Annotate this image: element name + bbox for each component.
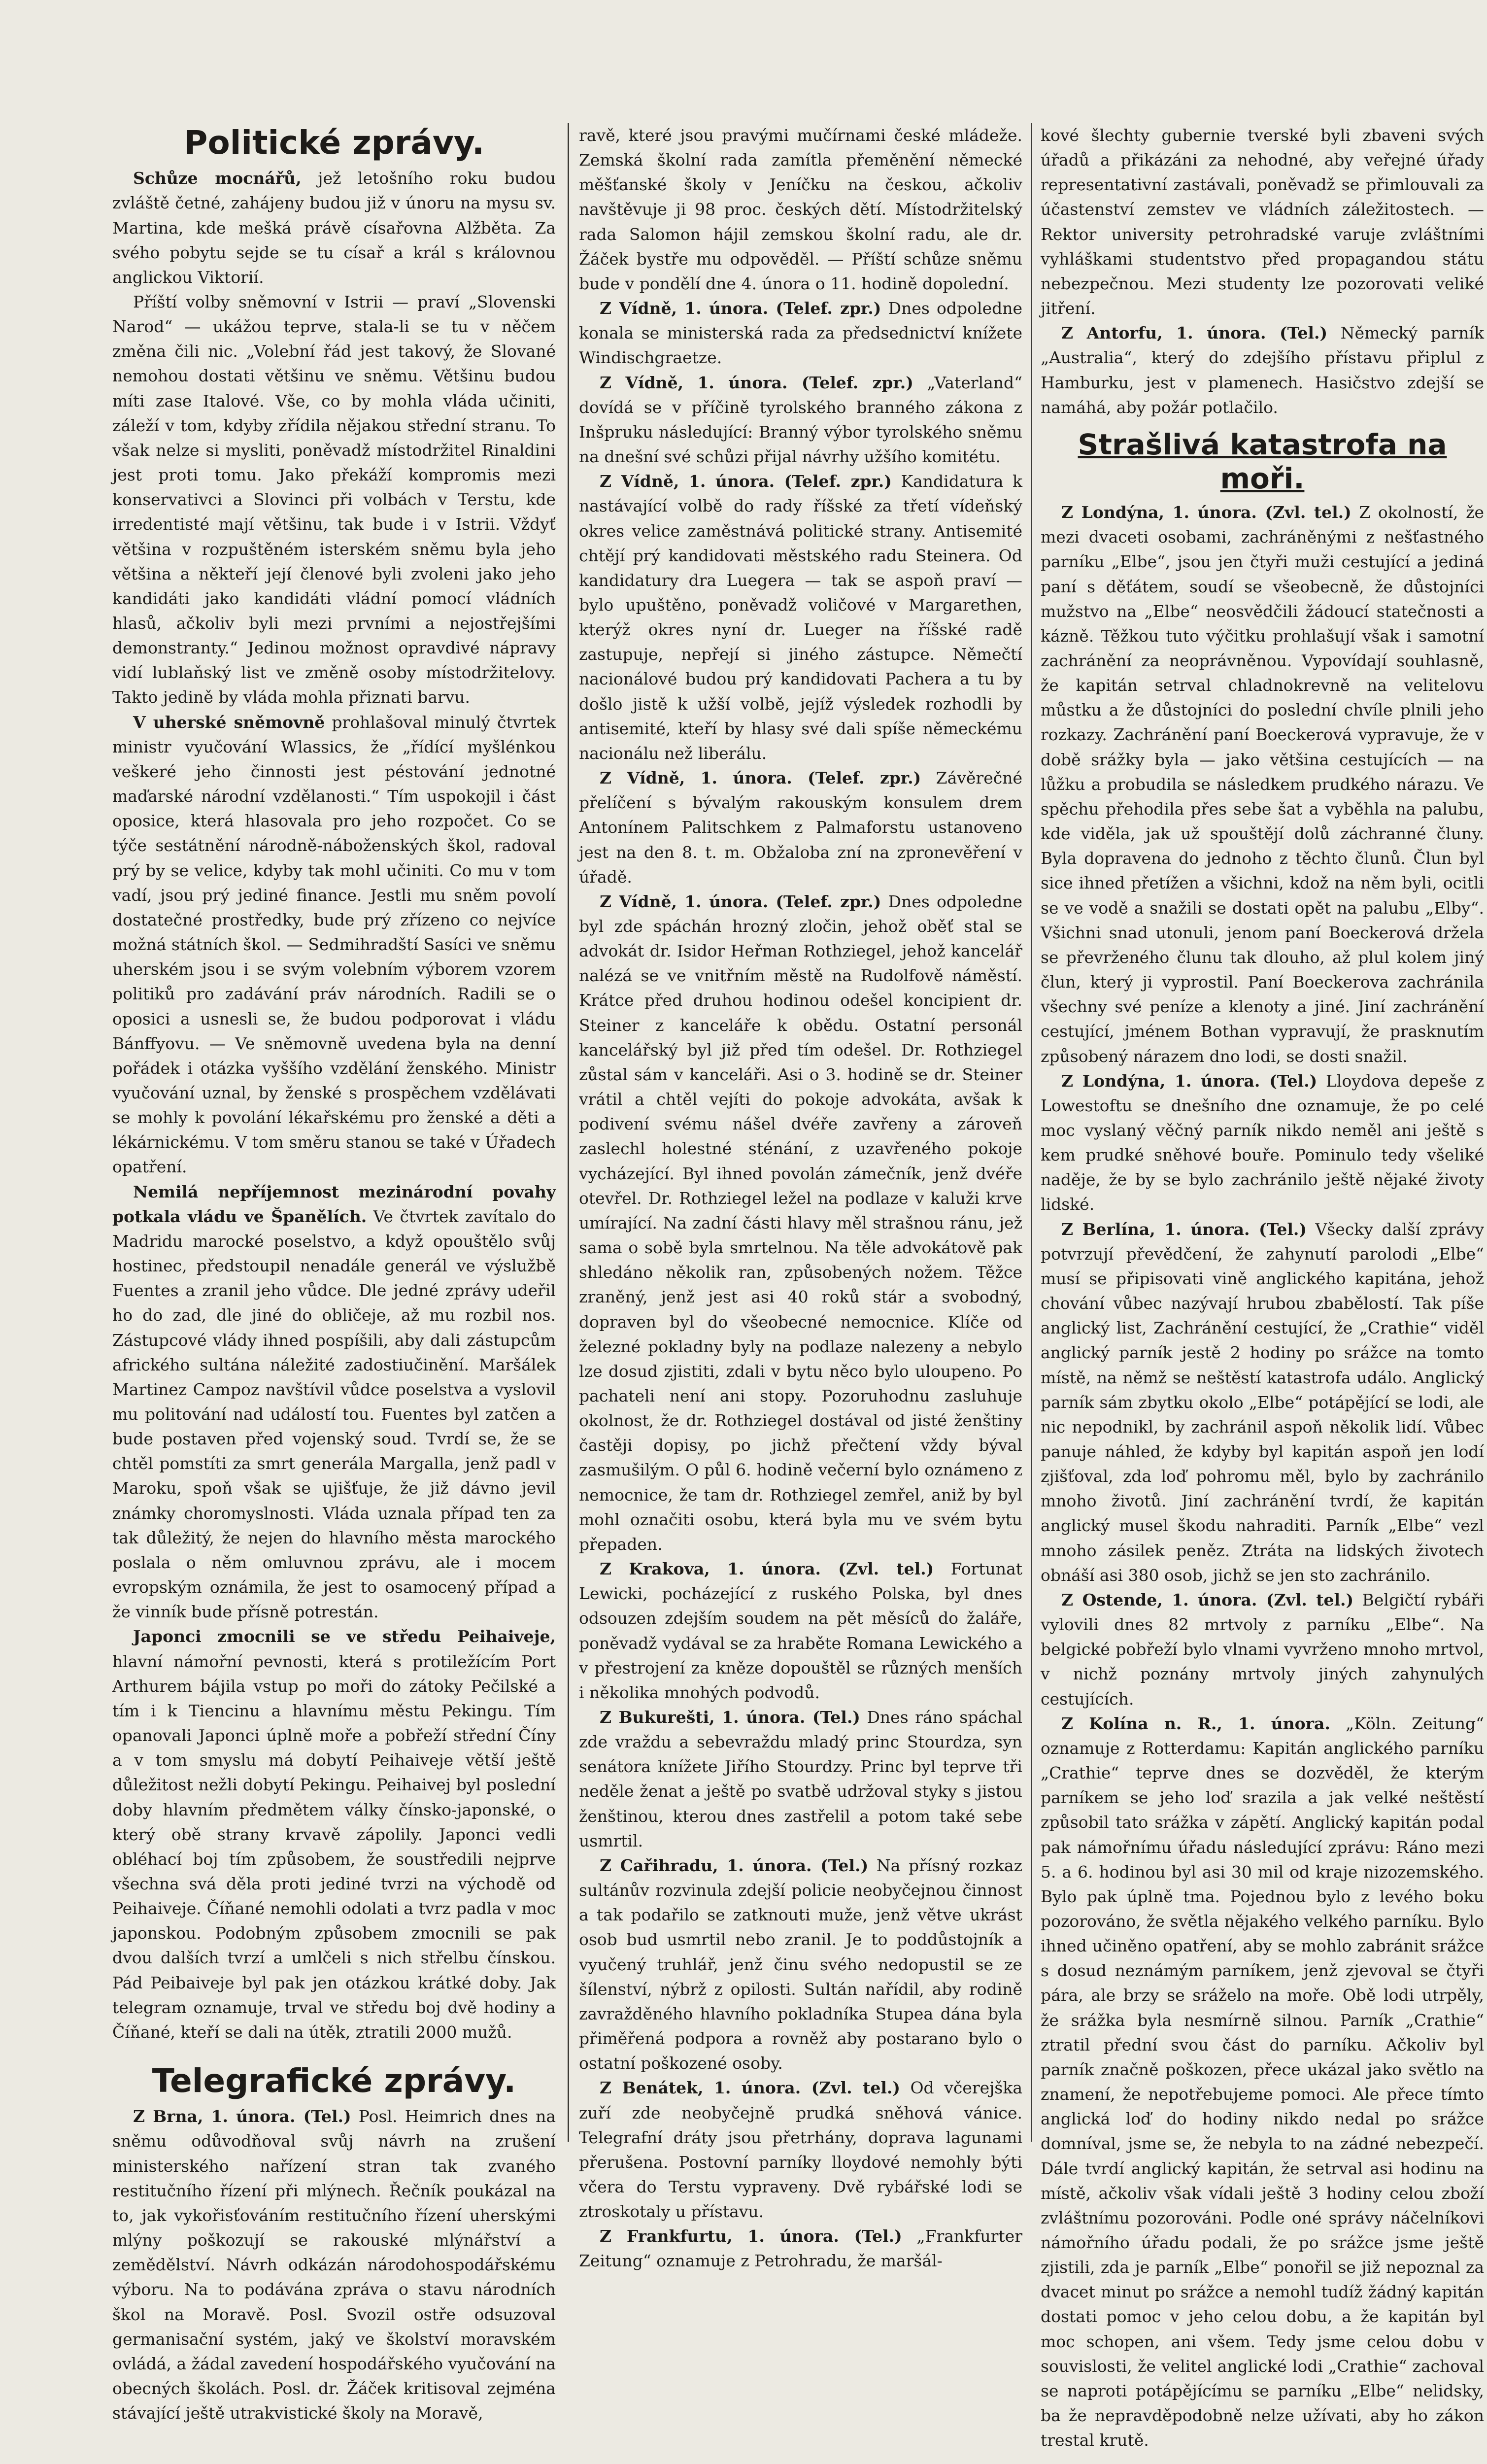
- article-paragraph: [1041, 500, 1484, 1069]
- article-dateline: Z Vídně, 1. února. (Telef. zpr.): [600, 472, 892, 491]
- article-paragraph: [579, 890, 1022, 1557]
- article-paragraph: [112, 710, 556, 1180]
- article-dateline: Z Vídně, 1. února. (Telef. zpr.): [600, 768, 921, 788]
- article-paragraph: [1041, 1711, 1484, 2453]
- article-paragraph: [1041, 1588, 1484, 1711]
- article-lead: Schůze mocnářů,: [133, 169, 302, 188]
- article-text: Na přísný rozkaz sultánův rozvinula zdejší policie neobyčejnou činnost a tak podařilo se zatknouti muže, jenž větve ukrást osob bud usmrtil nebo zranil. Je to poddůstojník a vyučený truhlář, jenž činu svého nedopustil se ze šílenství, nýbrž z opilosti. Sultán nařídil, aby rodině zavražděného hlavního pokladníka Stupea dána byla přiměřená podpora a rovněž aby postarano bylo o ostatní poškozené osoby.: [579, 1855, 1022, 2073]
- article-lead: Nemilá nepříjemnost mezinárodní povahy potkala vládu ve Španělích.: [112, 1182, 556, 1226]
- article-paragraph: [579, 469, 1022, 766]
- article-text: Závěrečné přelíčení s bývalým rakouským konsulem drem Antonínem Palitschkem z Palmaforstu ustanoveno jest na den 8. t. m. Obžaloba zní na zpronevěření v úřadě.: [579, 768, 1022, 887]
- section-heading-sea-catastrophe: Strašlivá katastrofa na moři.: [1078, 427, 1447, 496]
- article-paragraph: [1041, 123, 1484, 321]
- article-paragraph: [1041, 1069, 1484, 1217]
- article-paragraph: [579, 2076, 1022, 2224]
- article-paragraph: [112, 1180, 556, 1625]
- article-text: „Frankfurter Zeitung“ oznamuje z Petrohradu, že maršál-: [579, 2226, 1022, 2271]
- article-text: Fortunat Lewicki, pocházející z ruského Polska, byl dnes odsouzen zdejším soudem na pět měsíců do žaláře, poněvadž vydával se za hraběte Romana Lewického a v přestrojení za kněze dopouštěl se různých menších i několika mnohých podvodů.: [579, 1559, 1023, 1702]
- article-paragraph: [579, 1557, 1022, 1705]
- article-dateline: Z Benátek, 1. února. (Zvl. tel.): [600, 2078, 900, 2098]
- article-text: Belgičtí rybáři vylovili dnes 82 mrtvoly z parníku „Elbe“. Na belgické pobřeží bylo vlnami vyvrženo mnoho mrtvol, v nichž poznány mrtvoly jiných zahynulých cestujících.: [1041, 1590, 1484, 1709]
- section-heading-political-news: Politické zprávy.: [184, 124, 484, 162]
- article-dateline: Z Bukurešti, 1. února. (Tel.): [600, 1708, 860, 1727]
- article-dateline: Z Antorfu, 1. února. (Tel.): [1061, 323, 1328, 343]
- article-dateline: Z Berlína, 1. února. (Tel.): [1061, 1219, 1307, 1239]
- article-paragraph: [579, 1853, 1022, 2076]
- article-paragraph: [579, 2224, 1022, 2273]
- article-paragraph: [579, 371, 1022, 470]
- article-dateline: Z Ostende, 1. února. (Zvl. tel.): [1061, 1590, 1354, 1609]
- article-text: hlavní námořní pevnosti, která s protiležícím Port Arthurem bájila vstup po moři do zátoky Pečilské a tím i k Tiencinu a hlavnímu městu Pekingu. Tím opanovali Japonci úplně moře a pobřeží střední Číny a v tom smyslu má dobytí Peihaiveje větší ještě důležitost nežli dobytí Pekingu. Peihaivej byl poslední doby hlavním předmětem války čínsko-japonské, o který obě strany krvavě zápolily. Japonci vedli obléhací boj tím způsobem, že soustředili nejprve všechna svá děla proti jediné tvrzi na východě od Peihaiveje. Číňané nemohli odolati a tvrz padla v moc japonskou. Podobným způsobem zmocnili se pak dvou dalších tvrzí a umlčeli s nich střelbu čínskou. Pád Peibaiveje byl pak jen otázkou krátké doby. Jak telegram oznamuje, trval ve středu boj dvě hodiny a Číňané, kteří se dali na útěk, ztratili 2000 mužů.: [112, 1651, 556, 2042]
- article-text: Od včerejška zuří zde neobyčejně prudká sněhová vánice. Telegrafní dráty jsou přetrhány, doprava lagunami přerušena. Postovní parníky lloydové nemohly býti včera do Terstu vypraveny. Dvě rybářské lodi se ztroskotaly u přístavu.: [579, 2078, 1022, 2222]
- article-text: jež letošního roku budou zvláště četné, zahájeny budou již v únoru na mysu sv. Martina, kde mešká právě císařovna Alžběta. Za svého pobytu sejde se tu císař a král s královnou anglickou Viktorií.: [112, 169, 556, 287]
- article-text: Všecky další zprávy potvrzují převědčení, že zahynutí parolodi „Elbe“ musí se připisovati vině anglického kapitána, jehož chování vůbec nazývají hrubou zbabělostí. Tak píše anglický list, Zachránění cestující, že „Crathie“ viděl anglický parník jestě 2 hodiny po srážce na tomto místě, na němž se neštěstí katastrofa událo. Anglický parník sám zbytku okolo „Elbe“ potápějící se lodi, ale nic nepodnikl, by zachránil aspoň několik lidí. Vůbec panuje náhled, že kdyby byl kapitán aspoň jen lodí zjišťoval, zda loď pohromu měl, bylo by zachránilo mnoho životů. Jiní zachránění tvrdí, že kapitán anglický musel škodu nahraditi. Parník „Elbe“ vezl mnoho zásilek peněz. Ztráta na lidských životech obnáší asi 380 osob, jichž se jen sto zachránilo.: [1041, 1219, 1484, 1585]
- article-text: Dnes ráno spáchal zde vraždu a sebevraždu mladý princ Stourdza, syn senátora knížete Jiřího Stourdzy. Princ byl teprve tři neděle ženat a ještě po svatbě udržoval styky s jistou ženštinou, kterou dnes zastřelil a potom také sebe usmrtil.: [579, 1708, 1022, 1850]
- article-text: Kandidatura k nastávající volbě do rady říšské za třetí vídeňský okres velice zaměstnává politické strany. Antisemité chtějí prý kandidovati městského radu Steinera. Od kandidatury dra Luegera — tak se aspoň praví — bylo upuštěno, poněvadž voličové v Margarethen, kterýž okres nyní dr. Lueger na říšské radě zastupuje, nepřejí si jiného zástupce. Němečtí nacionálové budou prý kandidovati Pachera a tu by došlo jistě k užší volbě, jejíž výsledek rozhodli by antisemité, kteří by hlasy své dali spíše německému nacionálu než liberálu.: [579, 472, 1022, 763]
- article-paragraph: [579, 766, 1022, 890]
- article-text: Německý parník „Australia“, který do zdejšího přístavu připlul z Hamburku, jest v plamenech. Hasičstvo zdejší se namáhá, aby požár potlačilo.: [1041, 323, 1484, 417]
- article-text: prohlašoval minulý čtvrtek ministr vyučování Wlassics, že „řídící myšlénkou veškeré jeho činnosti jest péstování jednotné maďarské národní vzdělanosti.“ Tím uspokojil i část oposice, která hlasovala pro jeho rozpočet. Co se týče sestátnění národně-náboženských škol, radoval prý by se velice, kdyby tak mohl učiniti. Co mu v tom vadí, jsou prý jediné finance. Jestli mu sněm povolí dostatečné prostředky, bude prý zřízeno co nejvíce možná státních škol. — Sedmihradští Sasíci ve sněmu uherském jsou i se svým volebním výborem vzorem politiků pro zadávání práv národních. Radili se o oposici a usnesli se, že budou podporovat i vládu Bánffyovu. — Ve sněmovně uvedena byla na denní pořádek i otázka vyššího vzdělání ženského. Ministr vyučování uznal, by ženské s prospěchem vzdělávati se mohly k povolání lékařskému pro ženské a děti a lékárnickému. V tom směru stanou se také v Úřadech opatření.: [112, 712, 556, 1177]
- article-paragraph: [112, 2104, 556, 2426]
- article-text: kové šlechty gubernie tverské byli zbaveni svých úřadů a přikázáni za nehodné, aby veřejné úřady representativní zastávali, poněvadž se přimlouvali za účastenství zemstev ve vládních záležitostech. — Rektor university petrohradské varuje zvláštními vyhláškami studentstvo před propagandou státu nebezpečnou. Mezi studenty lze pozorovati veliké jitření.: [1041, 126, 1484, 318]
- article-lead: Japonci zmocnili se ve středu Peihaiveje,: [133, 1627, 556, 1646]
- article-text: Posl. Heimrich dnes na sněmu odůvodňoval svůj návrh na zrušení ministerského nařízení stran tak zvaného restitučního řízení při mlýnech. Řečník poukázal na to, jak vykořisťováním restitučního řízení uherskými mlýny poškozují se rakouské mlýnářství a zemědělství. Návrh odkázán národohospodářskému výboru. Na to podávána zpráva o stavu národních škol na Moravě. Posl. Svozil ostře odsuzoval germanisační systém, jaký ve školství moravském ovládá, a žádal zavedení hospodářského vyučování na obecných školách. Posl. dr. Žáček kritisoval zejména stávající ještě utrakvistické školy na Moravě,: [112, 2107, 556, 2423]
- article-dateline: Z Kolína n. R., 1. února.: [1061, 1713, 1330, 1733]
- article-dateline: Z Brna, 1. února. (Tel.): [133, 2107, 351, 2126]
- article-text: Dnes odpoledne byl zde spáchán hrozný zločin, jehož oběť stal se advokát dr. Isidor Heřman Rothziegel, jehož kancelář nalézá se ve vnitřním městě na Rudolfově náměstí. Krátce před druhou hodinou odešel koncipient dr. Steiner z kanceláře k obědu. Ostatní personál kancelářský byl již před tím odešel. Dr. Rothziegel zůstal sám v kanceláři. Asi o 3. hodině se dr. Steiner vrátil a chtěl vejíti do pokoje advokáta, avšak k podivení svému nášel dvéře zavřeny a zároveň zaslechl holestné sténání, z uzavřeného pokoje vycházející. Byl ihned povolán zámečník, jenž dvéře otevřel. Dr. Rothziegel ležel na podlaze v kaluži krve umírající. Na zadní části hlavy měl strašnou ránu, jež sama o sobě byla smrtelnou. Na těle advokátově pak shledáno několik ran, způsobených nožem. Těžce zraněný, jenž jest asi 40 roků stár a svobodný, dopraven byl do všeobecné nemocnice. Klíče od železné pokladny byly na podlaze nalezeny a nebylo lze dosud zjistiti, zdali v bytu něco bylo uloupeno. Po pachateli není ani stopy. Pozoruhodnu zasluhuje okolnost, že dr. Rothziegel dostával od jisté ženštiny častěji dopisy, po jichž přečtení vždy býval zasmušilým. O půl 6. hodině večerní bylo oznámeno z nemocnice, že tam dr. Rothziegel zemřel, aniž by byl mohl označiti osobu, která byla mu ve svém bytu přepaden.: [579, 891, 1023, 1554]
- article-text: „Köln. Zeitung“ oznamuje z Rotterdamu: Kapitán anglického parníku „Crathie“ teprve dnes se dozvěděl, že kterým parníkem se jeho loď srazila a jak velké neštěstí způsobil tato srážka v zápětí. Anglický kapitán podal pak námořnímu úřadu následující zprávu: Ráno mezi 5. a 6. hodinou byl asi 30 mil od kraje nizozemského. Bylo pak úplně tma. Pojednou bylo z levého boku pozorováno, že světla nějakého velkého parníku. Bylo ihned učiněno opatření, aby se mohlo zabránit srážce s dosud neznámým parníkem, jenž zjevoval se čtyři pára, ale brzy se sráželo na moře. Obě lodi utrpěly, že srážka byla nesmírně silnou. Parník „Crathie“ ztratil přední svou část do parníku. Ačkoliv byl parník značně poškozen, přece ukázal jako světlo na znamení, že nepotřebujeme pomoci. Ale přece tímto anglická loď do hodiny nikdo nedal po srážce domníval, jsme se, že nebyla to na zádné nebezpečí. Dále tvrdí anglický kapitán, že setrval asi hodinu na místě, ačkoliv však vídali ještě 3 hodiny celou zboží zvláštnímu pozorováni. Podle oné správy náčelníkovi námořního úřadu podali, že po srážce jsme ještě zjistili, zda je parník „Elbe“ ponořil se již nepoznal za dvacet minut po srážce a nemohl tudíž žádný kapitán dostati pomoc v jeho celou dobu, a že kapitán byl moc schopen, ani všem. Tedy jsme celou dobu v souvislosti, že velitel anglické lodi „Crathie“ zachoval se naproti potápějícímu se parníku „Elbe“ nelidsky, ba že nepravděpodobně nelze užívati, aby ho zákon trestal krutě.: [1041, 1713, 1484, 2450]
- article-dateline: Z Londýna, 1. února. (Zvl. tel.): [1061, 503, 1352, 522]
- article-paragraph: [579, 296, 1022, 370]
- article-paragraph: [1041, 1217, 1484, 1588]
- article-dateline: Z Vídně, 1. února. (Telef. zpr.): [600, 373, 913, 392]
- article-text: Ve čtvrtek zavítalo do Madridu marocké poselstvo, a když opouštělo svůj hostinec, předstoupil nenadále generál ve výslužbě Fuentes a zranil jeho vůdce. Dle jedné zprávy udeřil ho do zad, dle jiné do obličeje, až mu rozbil nos. Zástupcové vlády ihned pospíšili, aby dali zástupcům afrického sultána náležité zadostiučinění. Maršálek Martinez Campoz navštívil vůdce poselstva a vyslovil mu politování nad událostí tou. Fuentes byl zatčen a bude postaven před vojenský soud. Tvrdí se, že se chtěl pomstíti za smrt generála Margalla, jenž padl v Maroku, spoň však se ujišťuje, že již dávno jevil známky choromyslnosti. Vláda uznala případ ten za tak důležitý, že nejen do hlavního města marockého poslala o něm omluvnou zprávu, ale i mocem evropským oznámila, že jest to osamocený případ a že vinník bude přísně potrestán.: [112, 1206, 556, 1622]
- article-dateline: Z Krakova, 1. února. (Zvl. tel.): [600, 1559, 934, 1579]
- article-text: Lloydova depeše z Lowestoftu se dnešního dne oznamuje, že po celé moc vyslaný věčný parník nikdo neměl ani ještě s kem prudké sněhové bouře. Pominulo tedy všeliké naděje, že by se bylo zachránilo ještě nějaké životy lidské.: [1041, 1071, 1484, 1214]
- article-dateline: Z Vídně, 1. února. (Telef. zpr.): [600, 891, 881, 911]
- article-paragraph: [1041, 321, 1484, 420]
- article-paragraph: [579, 123, 1022, 296]
- column-2: [579, 123, 1023, 2271]
- column-3: [1041, 123, 1484, 2450]
- article-text: „Vaterland“ dovídá se v příčině tyrolského branného zákona z Inšpruku následující: Branný výbor tyrolského sněmu na dnešní své schůzi přijal návrhy užšího komitétu.: [579, 373, 1022, 467]
- article-text: Dnes odpoledne konala se ministerská rada za předsednictví knížete Windischgraetze.: [579, 299, 1023, 368]
- column-1: [112, 123, 556, 2423]
- article-lead: V uherské sněmovně: [133, 712, 325, 732]
- article-paragraph: [112, 1624, 556, 2045]
- column-rule: [568, 123, 569, 2142]
- article-paragraph: [112, 290, 556, 710]
- article-paragraph: [579, 1705, 1022, 1853]
- article-dateline: Z Cařihradu, 1. února. (Tel.): [600, 1855, 869, 1875]
- article-text: Z okolností, že mezi dvaceti osobami, zachráněnými z nešťastného parníku „Elbe“, jsou jen čtyři muži cestující a jediná paní s děťátem, soudí se všeobecně, že důstojníci mužstvo na „Elbe“ neosvědčili žádoucí statečnosti a kázně. Těžkou tuto výčitku prohlašují však i samotní zachránění za neoprávněnou. Vypovídají souhlasně, že kapitán setrval chladnokrevně na velitelovu můstku a že důstojníci do poslední chvíle plnili jeho rozkazy. Zachránění paní Boeckerová vypravuje, že v době srážky byla — jako většina cestujících — na lůžku a probudila se následkem prudkého nárazu. Ve spěchu přehodila přes sebe šat a vyběhla na palubu, kde viděla, jak už spouštějí dolů záchranné čluny. Byla dopravena do jednoho z těchto člunů. Člun byl sice ihned přetížen a všichni, kdož na něm byli, ocitli se ve vodě a snažili se dostati opět na palubu „Elby“. Všichni snad utonuli, jenom paní Boeckerová držela se převrženého člunu tak dlouho, až plul kolem jiný člun, který ji vyprostil. Paní Boeckerova zachránila všechny své peníze a klenoty a jiné. Jiní zachránění cestující, jménem Bothan vypravují, že prasknutím způsobený nárazem dno lodi, se dosti snažil.: [1041, 503, 1484, 1066]
- section-heading-telegraph-news: Telegrafické zprávy.: [152, 2062, 516, 2100]
- article-paragraph: [112, 166, 556, 290]
- article-dateline: Z Vídně, 1. února. (Telef. zpr.): [600, 299, 881, 318]
- column-rule: [1031, 123, 1032, 2142]
- article-text: Příští volby sněmovní v Istrii — praví „Slovenski Narod“ — ukážou teprve, stala-li se tu v něčem změna čili nic. „Volební řád jest takový, že Slované nemohou dostati většinu ve sněmu. Většinu budou míti zase Italové. Vše, co by mohla vláda učiniti, záleží v tom, kdyby zřídila nějakou střední stranu. To však nelze si mysliti, poněvadž místodržitel Rinaldini jest proti tomu. Jako překáží kompromis mezi konservativci a Slovinci při volbách v Terstu, kde irredentisté mají většinu, tak bude i v Istrii. Vždyť většina v rozpuštěném isterském sněmu byla jeho většina a někteří její členové byli zvoleni jako jeho kandidáti jako kandidáti vládní pomocí vládních hlasů, ačkoliv byli mezi prvními a nejostřejšími demonstranty.“ Jedinou možnost opravdivé nápravy vidí lublaňský list ve změně osoby místodržitelovy. Takto jedině by vláda mohla přiznati barvu.: [112, 292, 556, 707]
- article-dateline: Z Londýna, 1. února. (Tel.): [1061, 1071, 1318, 1091]
- article-text: ravě, které jsou pravými mučírnami české mládeže. Zemská školní rada zamítla přeměnění německé měšťanské školy v Jeníčku na českou, ačkoliv navštěvuje ji 98 proc. českých dětí. Místodržitelský rada Salomon hájil zemskou školní radu, ale dr. Žáček bystře mu odpověděl. — Příští schůze sněmu bude v pondělí dne 4. února o 11. hodině dopolední.: [579, 126, 1022, 293]
- article-dateline: Z Frankfurtu, 1. února. (Tel.): [600, 2226, 902, 2246]
